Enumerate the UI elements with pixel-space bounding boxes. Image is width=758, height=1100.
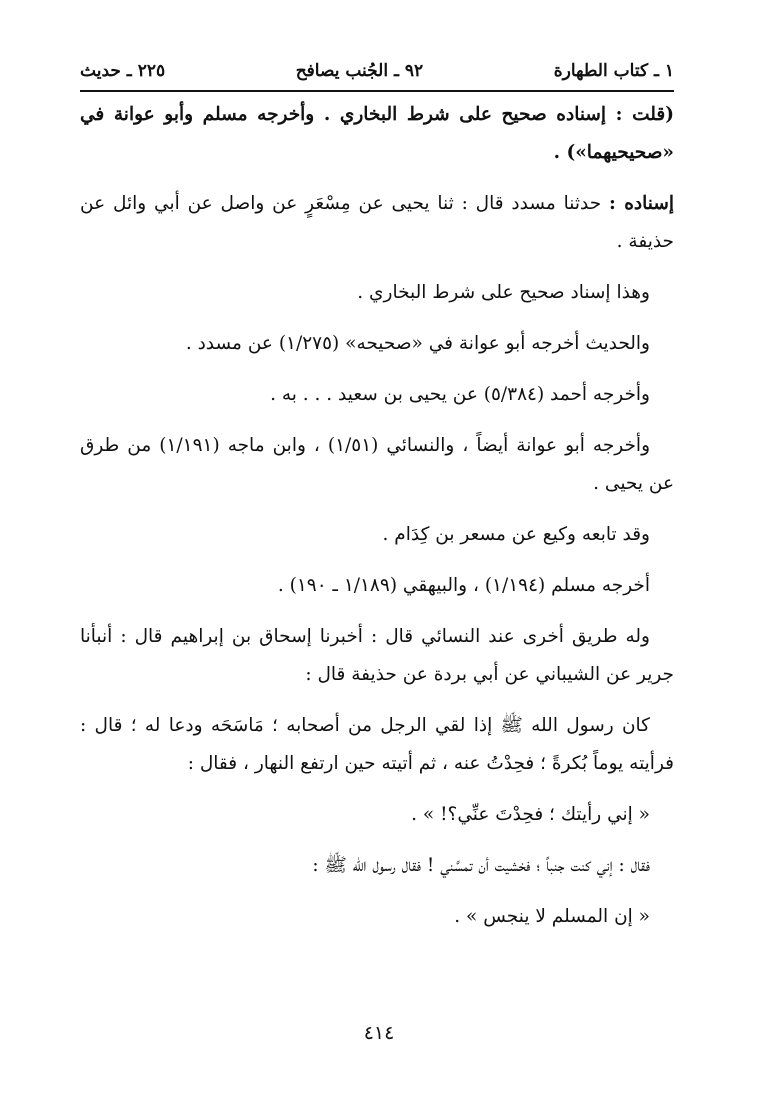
paragraph-5: وأخرجه أحمد (٥/٣٨٤) عن يحيى بن سعيد . . . به .: [270, 384, 650, 405]
paragraph-isnad: [80, 185, 674, 261]
paragraph-9: وله طريق أخرى عند النسائي قال : أخبرنا إسحاق بن إبراهيم قال : أنبأنا جرير عن الشيباني عن أبي بردة عن حذيفة قال :: [80, 626, 674, 685]
page-body: [80, 96, 674, 949]
paragraph-4: والحديث أخرجه أبو عوانة في «صحيحه» (١/٢٧٥) عن مسدد .: [185, 333, 650, 354]
paragraph-10: كان رسول الله ﷺ إذا لقي الرجل من أصحابه ؛ مَاسَحَه ودعا له ؛ قال : فرأيته يوماً بُكرةً ؛ فحِدْتُ عنه ، ثم أتيته حين ارتفع النهار ، فقال :: [80, 715, 674, 774]
page-number: ٤١٤: [363, 1022, 395, 1044]
running-header: [80, 54, 674, 88]
isnad-label: إسناده :: [608, 193, 675, 214]
header-divider: [80, 90, 674, 92]
paragraph-6: وأخرجه أبو عوانة أيضاً ، والنسائي (١/٥١) ، وابن ماجه (١/١٩١) من طرق عن يحيى .: [80, 435, 674, 494]
paragraph-3: وهذا إسناد صحيح على شرط البخاري .: [357, 282, 650, 303]
paragraph-grading: (قلت : إسناده صحيح على شرط البخاري . وأخرجه مسلم وأبو عوانة في «صحيحيهما») .: [80, 104, 674, 163]
paragraph-8: أخرجه مسلم (١/١٩٤) ، والبيهقي (١/١٨٩ ـ ١٩٠) .: [277, 575, 650, 596]
isnad-text: حدثنا مسدد قال : ثنا يحيى عن مِسْعَرٍ عن واصل عن أبي وائل عن حذيفة .: [80, 193, 674, 252]
paragraph-13: « إن المسلم لا ينجس » .: [454, 906, 650, 927]
header-hadith-number: ٢٢٥ ـ حديث: [80, 61, 166, 81]
header-book-title: ١ ـ كتاب الطهارة: [553, 61, 674, 81]
header-chapter-title: ٩٢ ـ الجُنب يصافح: [295, 61, 424, 81]
paragraph-7: وقد تابعه وكيع عن مسعر بن كِدَام .: [382, 524, 650, 545]
paragraph-12: فقال : إني كنت جنباً ؛ فخشيت أن تمسَّني ! فقال رسول الله ﷺ :: [312, 855, 650, 876]
paragraph-11: « إني رأيتك ؛ فحِدْتَ عنِّي؟! » .: [411, 804, 650, 825]
